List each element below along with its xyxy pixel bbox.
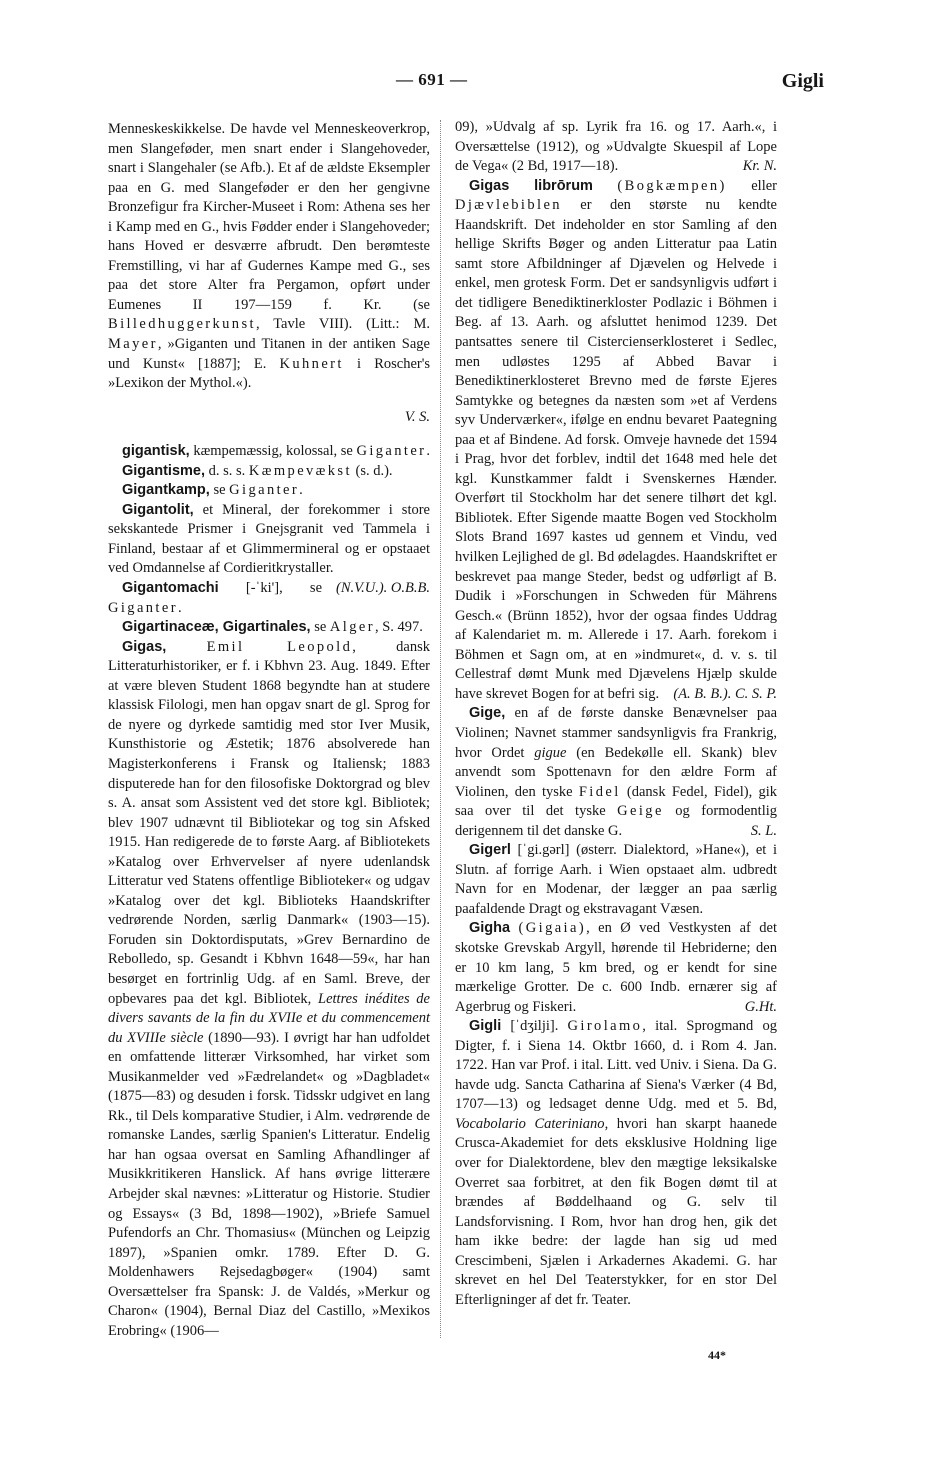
text: (s. d.). [351,462,393,479]
entry-gigartinaceae [108,618,430,638]
headword: Gigantkamp, [122,482,210,499]
headword: gigantisk, [122,443,190,460]
text: Menneskeskikkelse. De havde vel Menneskeoverkrop, men Slangeføder, men snart ender i Slangehoveder, snart i Slangehaler (se Afb.). Et af de ældste Eksempler paa en G. med Slangeføder er den her gengivne Bronzefigur fra Kircher-Museet i Rom: Athena ses her i Kamp med en G., hvis Fødder ender i Slangehoveder; hans Hoved er desværre afbrudt. Den berømteste Fremstilling, vi har af Gudernes Kampe med G., ses paa det store Alter fra Pergamon, opført under Eumenes II 197—159 f. Kr. (se [108,121,430,313]
italic-word: gigue [534,744,567,761]
entry-giganter-continued [108,120,430,394]
cross-reference: Giganter [229,482,300,499]
author-signature: V. S. [404,409,430,426]
cross-reference: Kæmpevækst [248,462,352,479]
entry-gigha [455,919,777,1017]
text: d. s. s. [205,462,249,479]
author-name: Kuhnert [279,355,344,372]
entry-gigli [455,1017,777,1310]
spaced-word: Geige [617,803,664,820]
headword: Gigli [469,1018,502,1035]
entry-gigantisk: gigantisk, kæmpemæssig, kolossal, se Giganter. [122,443,431,460]
cross-reference: Giganter [356,443,427,460]
author-signature: (N.V.U.). O.B.B. [336,580,430,597]
text: , hvori han skarpt haanede Crusca-Akademiet for dets eksklusive Holdning lige over for Dialektordene, blev den mægtige leksikalske Overret saa forbitret, at den fik Bogen dømt til at brændes af Bøddelhaand og G. selv til Landsforvisning. I Rom, hvor han drog hen, gik det ham ikke bedre: der lagde han sig ud med Crescimbeni, Sjælen i Arkadernes Akademi. G. har skrevet en hel Del Teaterstykker, for en stor Del Efterligninger af det fr. Teater. [455,1115,777,1308]
headword: Gigartinaceæ, Gigartinales, [122,619,311,636]
headword: Gigantomachi [122,580,219,597]
alt-name: (Bogkæmpen) [617,177,727,194]
headword: Gigas, [122,638,167,655]
headword: Gigas librōrum [469,177,593,194]
spaced-word: Fidel [578,783,621,800]
entry-gigantomachi: Gigantomachi [-ˈki'], se Giganter. [108,580,323,616]
headword: Gigha [469,920,511,937]
entry-gigas [108,638,430,1342]
person-name: Emil Leopold [206,638,353,655]
text: eller [726,177,777,194]
printer-signature-mark: 44* [708,1348,726,1362]
entry-gigerl [455,841,777,919]
author-signature: G.Ht. [744,998,777,1015]
entry-gigas-librorum [455,177,777,705]
left-column [108,120,430,1341]
headword: Gigantisme, [122,462,205,479]
text: (1890—93). I øvrigt har han udfoldet en omfattende litterær Virksomhed, har virket som Musikanmelder ved »Fædrelandet« og »Dagbladet« (1875—83) og desuden i forsk. Tidsskr udgivet en lang Rk., til Dels komparative Studier, i Alm. vedrørende de romanske Landes, særlig Spanien's Litteratur. Endelig har han ogsaa oversat en Samling Afhandlinger af Musikkritikeren Hanslick. Af hans øvrige litterære Arbejder skal nævnes: »Litteratur og Historie. Studier og Essays« (3 Bd, 1898—1902), »Briefe Samuel Pufendorfs an Chr. Thomasius« (München og Leipzig 1897), »Spanien omkr. 1789. Efter D. G. Moldenhawers Rejsedagbøger« (1904) samt Oversættelser fra Spansk: J. de Valdés, »Merkur og Charon« (1904), Bernal Diaz del Castillo, »Mexikos Erobring« (1906— [108,1029,430,1339]
headword: Gigantolit, [122,501,194,518]
cross-reference: Billedhuggerkunst [108,316,256,333]
page-header [0,70,928,102]
right-column [455,118,777,1310]
column-divider [440,120,441,1338]
author-signature: S. L. [750,822,777,839]
text: [ˈgi.gərl] (østerr. Dialektord, »Hane«), et i Slutn. af forrige Aarh. i Wien opstaaet alm. udbredt Navn for en Modenar, der lægger an paa særlig paafaldende Dragt og ekstravagant Væsen. [455,842,777,917]
alt-name: (Gigaia) [518,920,587,937]
text: kæmpemæssig, kolossal, se [189,443,357,460]
headword: Gigerl [469,842,511,859]
text: i Roscher's »Lexikon der Mythol.«). [108,355,430,392]
author-name: Mayer [108,336,158,353]
text: , dansk Litteraturhistoriker, er f. i Kbhvn 23. Aug. 1849. Efter at være bleven Student 1868 begyndte han at studere klassisk Filologi, men han opgav snart de gl. Sprog for de nyere og dyrkede samtidig med stor Iver Musik, Kunsthistorie og Æstetik; 1876 absolverede han Magisterkonferens i Fransk og Italiensk; 1883 disputerede han for den filosofiske Doktorgrad og blev s. A. ansat som Assistent ved det store kgl. Bibliotek; blev 1907 udnævnt til Bibliotekar og tog sin Afsked 1915. Han redigerede de to første Aarg. af Bibliotekets »Katalog over Erhvervelser af nyere udenlandsk Litteratur ved Statens offentlige Biblioteker« og udgav »Katalog over det kgl. Biblioteks Haandskrifter vedrørende Norden, særlig Danmark« (1903—15). Foruden sin Doktordisputats, »Grev Bernardino de Rebolledo, sp. Gesandt i Kbhvn 1648—59«, har han besørget en fortrinlig Udg. af en Saml. Breve, der opbevares paa det kgl. Bibliotek, [108,638,430,1007]
headword: Gige, [469,705,506,722]
text: og formodentlig derigennem til det danske G. [455,803,777,839]
text: [ˈdʒilji]. [501,1018,568,1035]
entry-gige [455,704,777,841]
text: , en Ø ved Vestkysten af det skotske Grevskab Argyll, hørende til Hebriderne; den er 10 km lang, 5 km bred, og er kendt for sine mærkelige Grotter. De c. 600 Indb. ernærer sig af Agerbrug og Fiskeri. [455,920,778,1015]
text: (en Bedekølle ell. Skank) blev anvendt som Spottenavn for den ældre Form af Violinen, den tyske [455,744,777,800]
alt-name: Djævlebiblen [455,197,562,214]
entry-gigantisme [108,462,430,482]
entry-gigantkamp: Gigantkamp, se Giganter. [122,482,303,499]
page-number: — 691 — [396,70,468,89]
text: se [209,482,230,499]
author-signature: Kr. N. [742,158,777,175]
author-signature: (A. B. B.). C. S. P. [673,685,777,702]
text: , »Giganten und Titanen in der antiken Sage und Kunst« [1887]; E. [108,336,430,372]
entry-gigas-continued [455,118,777,177]
text: 09), »Udvalg af sp. Lyrik fra 16. og 17. Aarh.«, i Oversættelse (1912), og »Udvalgte Skuespil af Lope de Vega« (2 Bd, 1917—18). [455,119,777,175]
text: er den største nu kendte Haandskrift. Det indeholder en stor Samling af den hellige Skrifts Bøger og anden Litteratur paa Latin samt store Afbildninger af Djævelen og Helvede i enkel, men grotesk Form. Det er sandsynligvis udført i det tidligere Benediktinerkloster Podlazic i Böhmen i Beg. af 13. Aarh. og afsluttet henimod 1239. Det pantsattes senere til Cistercienserklosteret i Sedlec, men udløstes 1295 af Abbed Bavar i Benediktinerklosteret Brevno med de første Ejeres Samtykke og betegnes da næsten som »et af Verdens syv Underværker«, ifølge en endnu bevaret Paategning paa et af Bindene. Ad forsk. Omveje havnede det 1594 i Prag, hvor det forblev, indtil det 1648 med hele det kgl. Kunstkammer faldt i Svenskernes Hænder. Overført til Stockholm har det senere tilhørt det kgl. Bibliotek. Efter Sigende maatte Bogen ved Stockholm Slots Brand 1697 kastes ud gennem et Vindu, ved hvilken Lejlighed de gl. Bd ødelagdes. Haandskriftet er beskrevet paa mange Steder, bedst og udførligt af B. Dudik i »Forschungen in Schweden für Mährens Gesch.« (Brünn 1852), hvor der ogsaa findes Uddrag af Kalendariet m. m. Allerede i 17. Aarh. forekom i Böhmen et Sagn om, at en »indmuret«, d. v. s. til Cellestraf dømt Munk med Djævelens Hjælp skulde have skrevet Bogen for at befri sig. [455,197,777,702]
text: en af de første danske Benævnelser paa Violinen; Navnet stammer sandsynligvis fra Frankrig, hvor Ordet [455,705,777,761]
text: , ital. Sprogmand og Digter, f. i Siena 14. Oktbr 1660, d. i Rom 4. Jan. 1722. Han var Prof. i ital. Litt. ved Univ. i Siena. Da G. havde udg. Sancta Catharina af Siena's Værker (4 Bd, 1707—13) og ledsaget denne Udg. med et 5. Bd, [455,1018,777,1113]
italic-title: Vocabolario Cateriniano [455,1115,605,1132]
person-name: Girolamo [567,1018,643,1035]
text: se [310,619,330,636]
cross-reference: Alger [329,619,375,636]
running-head: Gigli [781,70,824,92]
text: (dansk Fedel, Fidel), gik saa over til det tyske [455,783,777,820]
text: , Tavle VIII). (Litt.: M. [255,316,430,333]
text: , S. 497. [374,619,423,636]
cross-reference: Giganter [108,599,178,616]
italic-title: Lettres inédites de divers savants de la fin du XVIIe et du commencement du XVIIIe siècle [108,990,430,1046]
text: et Mineral, der forekommer i store sekskantede Prismer i Gnejsgranit ved Tammela i Finland, bestaar af et Glimmermineral og er opstaaet ved Omdannelse af Cordieritkrystaller. [108,501,430,577]
text: [-ˈki'], se [218,580,323,597]
